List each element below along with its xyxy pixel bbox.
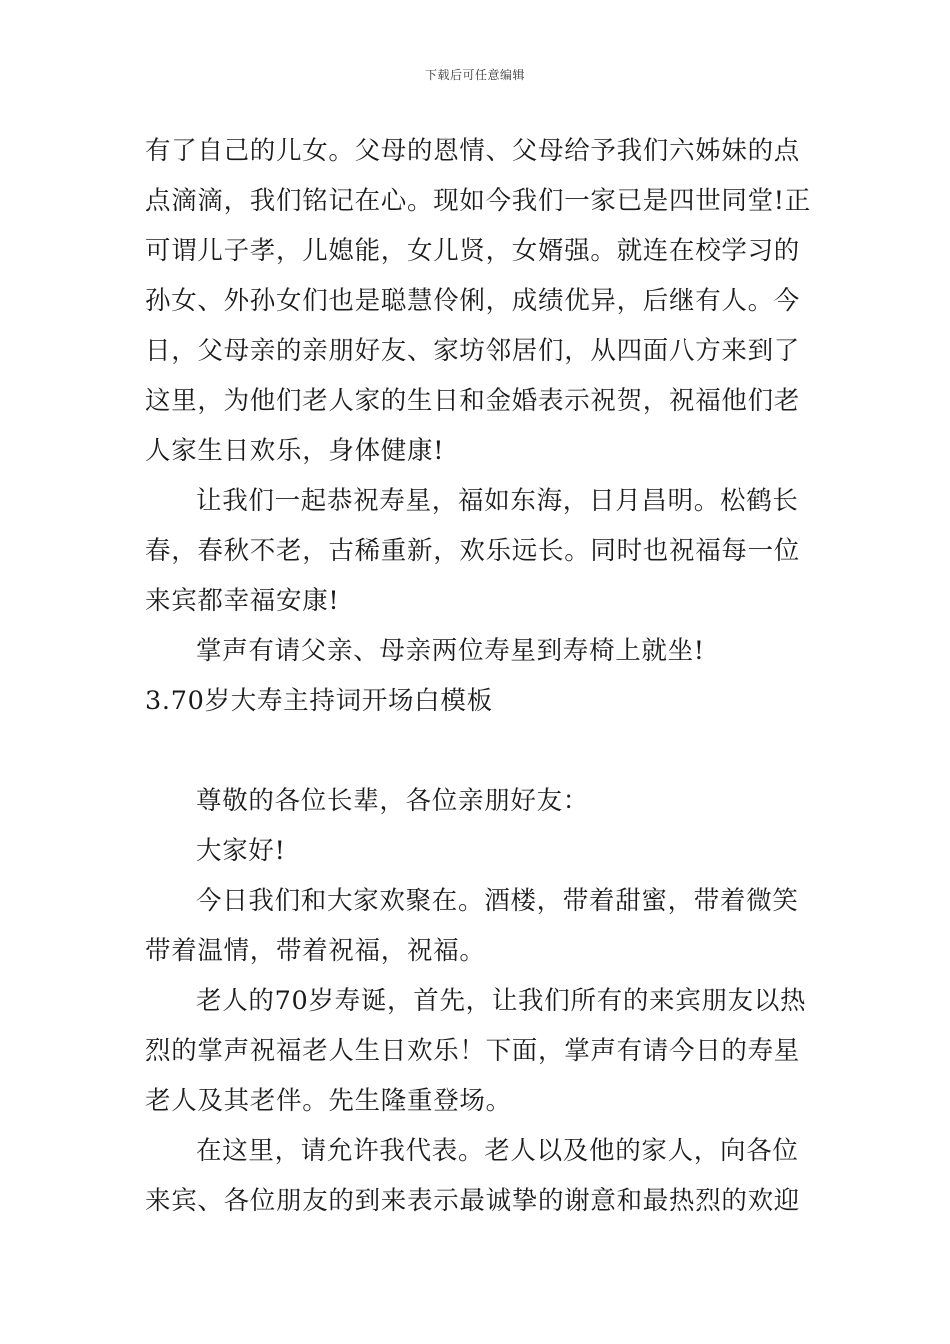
text-line: 孙女、外孙女们也是聪慧伶俐，成绩优异，后继有人。今	[145, 286, 801, 316]
text-line: 人家生日欢乐，身体健康!	[145, 436, 445, 466]
text-line: 日，父母亲的亲朋好友、家坊邻居们，从四面八方来到了	[145, 336, 801, 366]
text-line: 在这里，请允许我代表。老人以及他的家人，向各位	[196, 1136, 799, 1166]
page-header-note: 下载后可任意编辑	[424, 68, 525, 82]
text-line: 今日我们和大家欢聚在。酒楼，带着甜蜜，带着微笑	[196, 886, 799, 916]
text-line: 烈的掌声祝福老人生日欢乐！下面，掌声有请今日的寿星	[145, 1036, 801, 1066]
text-line: 大家好!	[196, 836, 286, 866]
text-line: 可谓儿子孝，儿媳能，女儿贤，女婿强。就连在校学习的	[145, 236, 801, 266]
text-line: 老人及其老伴。先生隆重登场。	[145, 1086, 512, 1116]
text-line: 老人的70岁寿诞，首先，让我们所有的来宾朋友以热	[196, 986, 807, 1016]
text-line: 这里，为他们老人家的生日和金婚表示祝贺，祝福他们老	[145, 386, 801, 416]
section-heading: 3.70岁大寿主持词开场白模板	[145, 686, 493, 716]
text-line: 来宾都幸福安康!	[145, 586, 340, 616]
text-line: 来宾、各位朋友的到来表示最诚挚的谢意和最热烈的欢迎	[145, 1186, 801, 1216]
text-line: 尊敬的各位长辈，各位亲朋好友：	[196, 786, 590, 816]
text-line: 掌声有请父亲、母亲两位寿星到寿椅上就坐!	[196, 636, 705, 666]
text-line: 让我们一起恭祝寿星，福如东海，日月昌明。松鹤长	[196, 486, 799, 516]
text-line: 有了自己的儿女。父母的恩情、父母给予我们六姊妹的点	[145, 136, 801, 166]
text-line: 点滴滴，我们铭记在心。现如今我们一家已是四世同堂!正	[145, 186, 811, 216]
text-line: 春，春秋不老，古稀重新，欢乐远长。同时也祝福每一位	[145, 536, 801, 566]
text-line: 带着温情，带着祝福，祝福。	[145, 936, 486, 966]
